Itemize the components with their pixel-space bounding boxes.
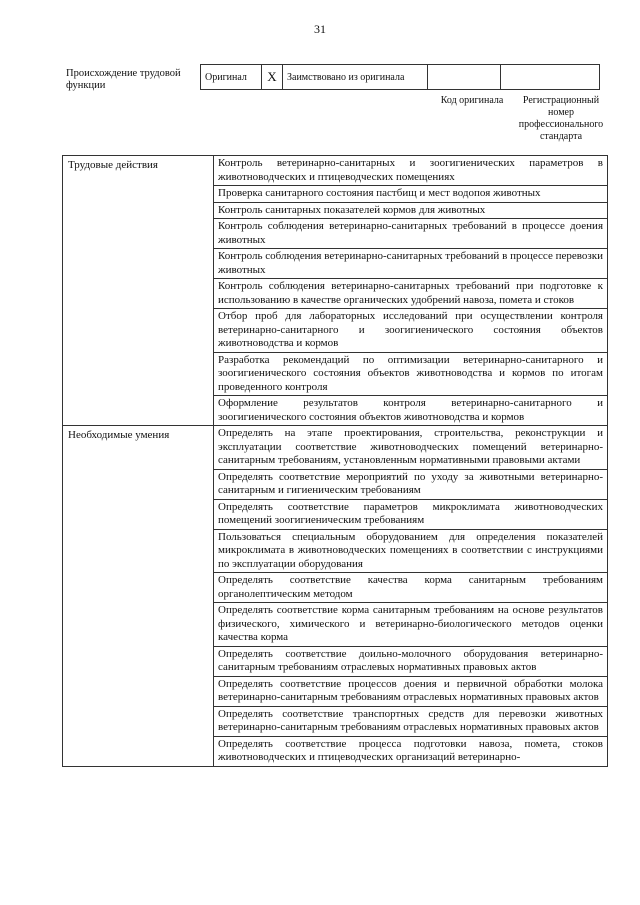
- required-skill-label-cont: [63, 676, 214, 706]
- reg-number-cell: [501, 65, 600, 90]
- table-row: [63, 426, 608, 470]
- labor-action-label-cont: [63, 279, 214, 309]
- table-row: [63, 156, 608, 186]
- table-row: [63, 202, 608, 219]
- labor-action-item: Контроль соблюдения ветеринарно-санитарных требований в процессе перевозки животных: [214, 249, 608, 279]
- table-row: [63, 706, 608, 736]
- labor-action-label-cont: [63, 219, 214, 249]
- labor-action-label-cont: [63, 352, 214, 396]
- labor-action-label-cont: [63, 202, 214, 219]
- required-skill-item: Определять соответствие параметров микроклимата животноводческих помещений зоогигиеническим требованиям: [214, 499, 608, 529]
- required-skill-item: Пользоваться специальным оборудованием для определения показателей микроклимата в животноводческих помещениях в соответствии с инструкциями по эксплуатации оборудования: [214, 529, 608, 573]
- required-skill-item: Определять соответствие качества корма санитарным требованиям органолептическим методом: [214, 573, 608, 603]
- page-number: 31: [314, 22, 326, 36]
- labor-action-label-cont: [63, 396, 214, 426]
- labor-action-label-cont: [63, 309, 214, 353]
- required-skill-label-cont: [63, 469, 214, 499]
- labor-action-item: Проверка санитарного состояния пастбищ и мест водопоя животных: [214, 186, 608, 203]
- table-row: [63, 186, 608, 203]
- borrowed-cell: Заимствовано из оригинала: [283, 65, 428, 90]
- table-row: [63, 249, 608, 279]
- table-row: [63, 469, 608, 499]
- reg-caption: Регистрационный номер профессионального стандарта: [518, 95, 604, 142]
- required-skill-label-cont: [63, 646, 214, 676]
- required-skill-item: Определять соответствие корма санитарным требованиям на основе результатов физического, химического и ветеринарно-биологического методов оценки качества корма: [214, 603, 608, 647]
- required-skill-item: Определять соответствие процессов доения и первичной обработки молока ветеринарно-санитарным требованиям отраслевых нормативных правовых актов: [214, 676, 608, 706]
- required-skill-label-cont: [63, 573, 214, 603]
- required-skill-label: Необходимые умения: [63, 426, 214, 470]
- labor-action-item: Контроль соблюдения ветеринарно-санитарных требований в процессе доения животных: [214, 219, 608, 249]
- table-row: [63, 396, 608, 426]
- required-skill-item: Определять соответствие транспортных средств для перевозки животных ветеринарно-санитарным требованиям отраслевых нормативных правовых актов: [214, 706, 608, 736]
- table-row: [63, 603, 608, 647]
- required-skill-label-cont: [63, 603, 214, 647]
- code-cell: [428, 65, 501, 90]
- labor-action-item: Разработка рекомендаций по оптимизации ветеринарно-санитарного и зоогигиенического состояния объектов животноводства и кормов по итогам проведенного контроля: [214, 352, 608, 396]
- labor-action-label: Трудовые действия: [63, 156, 214, 186]
- origin-label: Происхождение трудовой функции: [66, 68, 181, 91]
- required-skill-label-cont: [63, 706, 214, 736]
- table-row: [63, 676, 608, 706]
- table-row: [63, 573, 608, 603]
- labor-action-item: Оформление результатов контроля ветеринарно-санитарного и зоогигиенического состояния объектов животноводства и кормов: [214, 396, 608, 426]
- required-skill-item: Определять на этапе проектирования, строительства, реконструкции и эксплуатации соответствие животноводческих помещений ветеринарно-санитарным требованиям, установленным нормативными правовыми актами: [214, 426, 608, 470]
- table-row: [63, 219, 608, 249]
- labor-action-item: Отбор проб для лабораторных исследований при осуществлении контроля ветеринарно-санитарного и зоогигиенического состояния объектов животноводства и кормов: [214, 309, 608, 353]
- code-caption: Код оригинала: [440, 95, 504, 106]
- labor-action-item: Контроль ветеринарно-санитарных и зоогигиенических параметров в животноводческих и птицеводческих помещениях: [214, 156, 608, 186]
- required-skill-item: Определять соответствие мероприятий по уходу за животными ветеринарно-санитарным и гигиеническим требованиям: [214, 469, 608, 499]
- original-mark: X: [262, 65, 283, 90]
- required-skill-label-cont: [63, 499, 214, 529]
- labor-action-label-cont: [63, 186, 214, 203]
- labor-action-item: Контроль соблюдения ветеринарно-санитарных требований при подготовке к использованию в качестве органических удобрений навоза, помета и стоков: [214, 279, 608, 309]
- labor-action-label-cont: [63, 249, 214, 279]
- function-table: [62, 155, 608, 767]
- required-skill-item: Определять соответствие процесса подготовки навоза, помета, стоков животноводческих и птицеводческих организаций ветеринарно-: [214, 736, 608, 766]
- table-row: [63, 499, 608, 529]
- required-skill-item: Определять соответствие доильно-молочного оборудования ветеринарно-санитарным требованиям отраслевых нормативных правовых актов: [214, 646, 608, 676]
- table-row: [63, 352, 608, 396]
- required-skill-label-cont: [63, 529, 214, 573]
- table-row: [63, 309, 608, 353]
- original-cell: Оригинал: [201, 65, 262, 90]
- origin-table: [200, 64, 600, 90]
- table-row: [63, 646, 608, 676]
- table-row: [63, 279, 608, 309]
- required-skill-label-cont: [63, 736, 214, 766]
- table-row: [63, 736, 608, 766]
- labor-action-item: Контроль санитарных показателей кормов для животных: [214, 202, 608, 219]
- table-row: [63, 529, 608, 573]
